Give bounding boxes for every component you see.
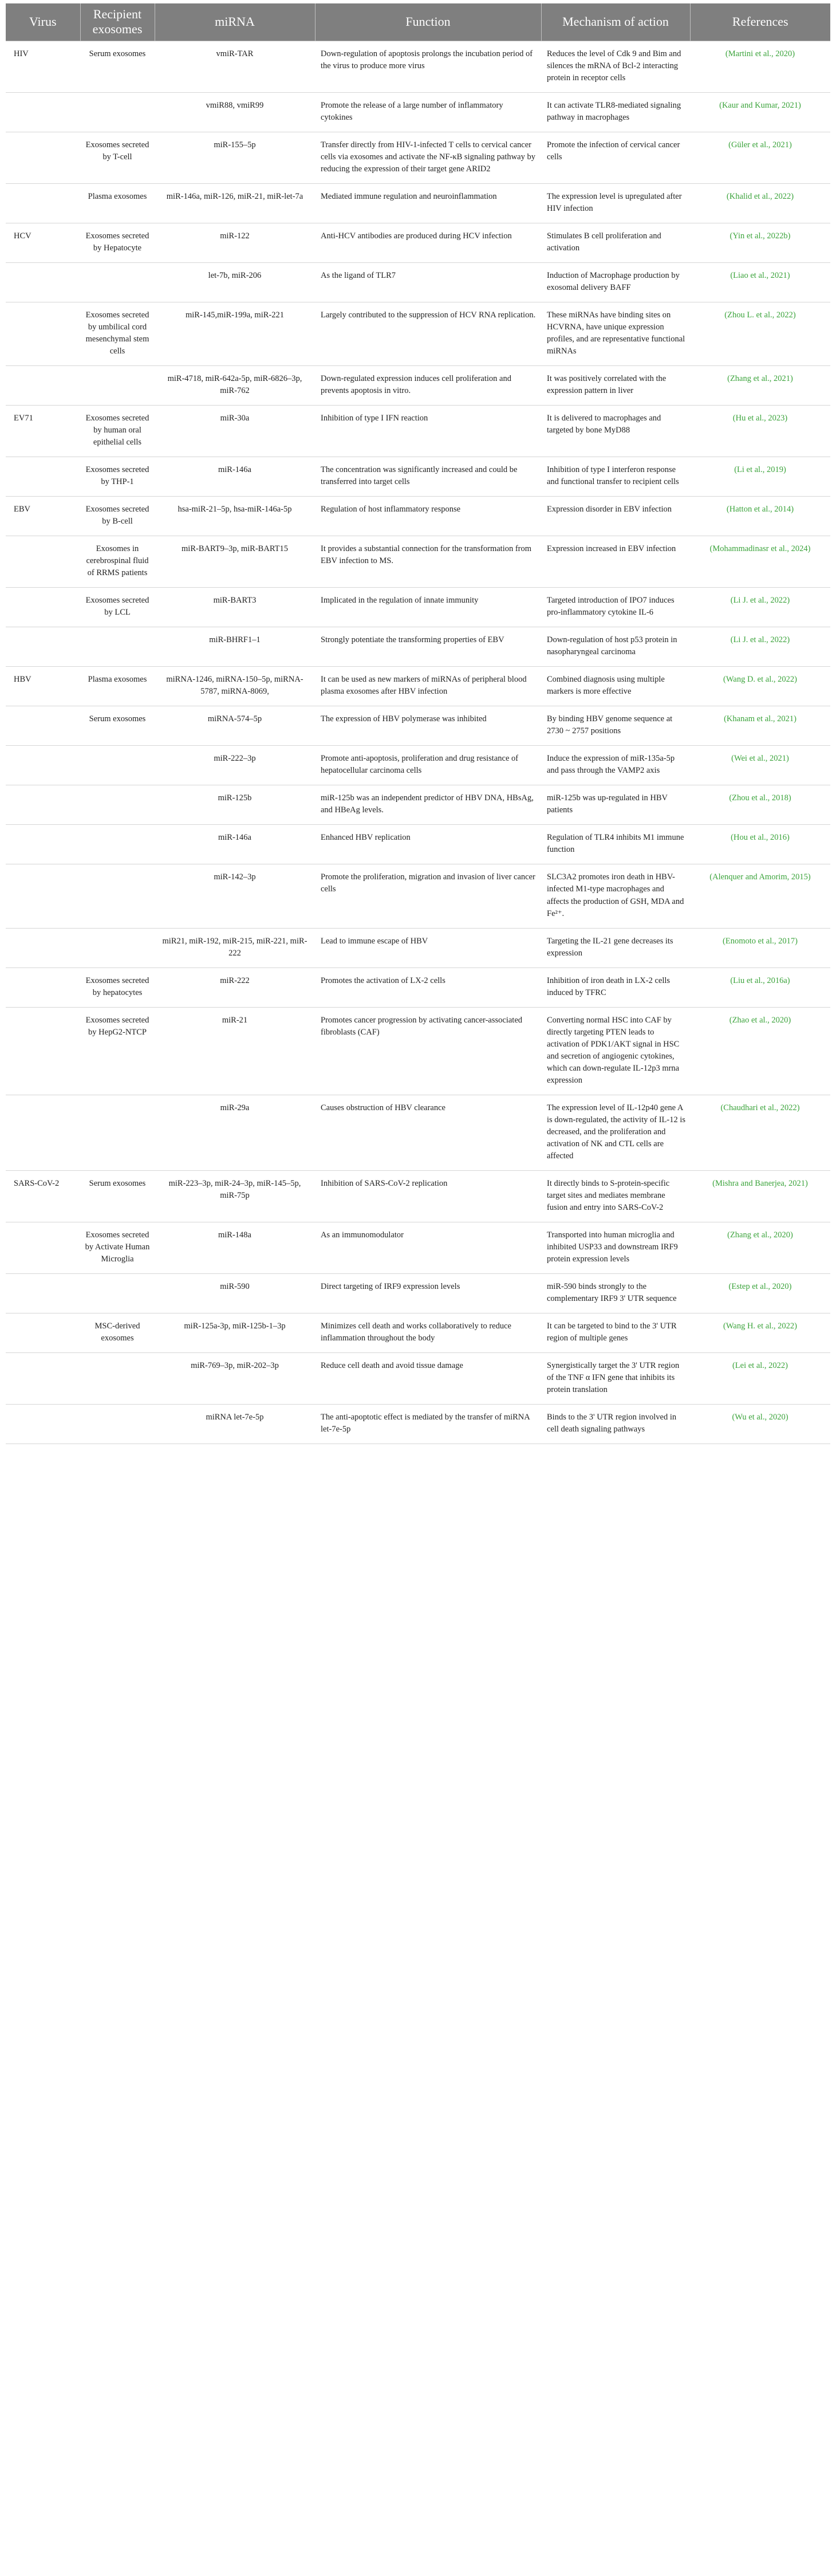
reference-cell[interactable]: (Mishra and Banerjea, 2021) <box>690 1170 830 1222</box>
table-row <box>6 968 830 1007</box>
mechanism-cell: SLC3A2 promotes iron death in HBV-infected M1-type macrophages and affects the production of GSH, MDA and Fe²⁺. <box>541 864 690 928</box>
virus-cell <box>6 366 80 406</box>
mechanism-cell: It can activate TLR8-mediated signaling pathway in macrophages <box>541 92 690 132</box>
function-cell: Down-regulated expression induces cell proliferation and prevents apoptosis in vitro. <box>315 366 541 406</box>
table-row <box>6 1222 830 1273</box>
virus-cell <box>6 1313 80 1352</box>
function-cell: Direct targeting of IRF9 expression levels <box>315 1273 541 1313</box>
virus-cell: HCV <box>6 223 80 262</box>
virus-cell <box>6 588 80 627</box>
mechanism-cell: Regulation of TLR4 inhibits M1 immune function <box>541 825 690 864</box>
virus-cell <box>6 262 80 302</box>
recipient-cell <box>80 928 155 968</box>
table-row <box>6 928 830 968</box>
mechanism-cell: It directly binds to S-protein-specific target sites and mediates membrane fusion and entry into SARS-CoV-2 <box>541 1170 690 1222</box>
virus-cell <box>6 457 80 497</box>
recipient-cell: MSC-derived exosomes <box>80 1313 155 1352</box>
reference-cell[interactable]: (Liao et al., 2021) <box>690 262 830 302</box>
table-row <box>6 785 830 825</box>
table-row <box>6 536 830 588</box>
recipient-cell: Serum exosomes <box>80 41 155 92</box>
virus-cell: EV71 <box>6 406 80 457</box>
mirna-cell: miR-769–3p, miR-202–3p <box>155 1352 315 1404</box>
recipient-cell <box>80 785 155 825</box>
mechanism-cell: Promote the infection of cervical cancer cells <box>541 132 690 183</box>
virus-cell <box>6 746 80 785</box>
reference-cell[interactable]: (Mohammadinasr et al., 2024) <box>690 536 830 588</box>
mirna-cell: miR-148a <box>155 1222 315 1273</box>
recipient-cell: Exosomes secreted by umbilical cord mesenchymal stem cells <box>80 302 155 366</box>
mirna-cell: miRNA let-7e-5p <box>155 1404 315 1444</box>
table-row <box>6 132 830 183</box>
function-cell: Mediated immune regulation and neuroinflammation <box>315 183 541 223</box>
mirna-cell: miR-155–5p <box>155 132 315 183</box>
header-virus: Virus <box>6 3 80 41</box>
mirna-cell: miR-146a <box>155 825 315 864</box>
table-row <box>6 588 830 627</box>
reference-cell[interactable]: (Wei et al., 2021) <box>690 746 830 785</box>
reference-cell[interactable]: (Yin et al., 2022b) <box>690 223 830 262</box>
header-row <box>6 3 830 41</box>
mechanism-cell: It can be targeted to bind to the 3' UTR region of multiple genes <box>541 1313 690 1352</box>
virus-cell <box>6 1273 80 1313</box>
mechanism-cell: It is delivered to macrophages and targeted by bone MyD88 <box>541 406 690 457</box>
virus-cell <box>6 627 80 667</box>
table-row <box>6 92 830 132</box>
recipient-cell: Serum exosomes <box>80 1170 155 1222</box>
mechanism-cell: Transported into human microglia and inhibited USP33 and downstream IRF9 protein expression levels <box>541 1222 690 1273</box>
function-cell: miR-125b was an independent predictor of HBV DNA, HBsAg, and HBeAg levels. <box>315 785 541 825</box>
function-cell: Promote anti-apoptosis, proliferation and drug resistance of hepatocellular carcinoma cells <box>315 746 541 785</box>
reference-cell[interactable]: (Hatton et al., 2014) <box>690 497 830 536</box>
reference-cell[interactable]: (Enomoto et al., 2017) <box>690 928 830 968</box>
function-cell: Inhibition of SARS-CoV-2 replication <box>315 1170 541 1222</box>
virus-cell <box>6 536 80 588</box>
mirna-cell: miR-4718, miR-642a-5p, miR-6826–3p, miR-762 <box>155 366 315 406</box>
reference-cell[interactable]: (Wang D. et al., 2022) <box>690 667 830 706</box>
reference-cell[interactable]: (Zhang et al., 2021) <box>690 366 830 406</box>
recipient-cell <box>80 1273 155 1313</box>
table-row <box>6 1095 830 1170</box>
reference-cell[interactable]: (Estep et al., 2020) <box>690 1273 830 1313</box>
function-cell: Minimizes cell death and works collaboratively to reduce inflammation throughout the body <box>315 1313 541 1352</box>
reference-cell[interactable]: (Li et al., 2019) <box>690 457 830 497</box>
recipient-cell: Serum exosomes <box>80 706 155 746</box>
function-cell: Enhanced HBV replication <box>315 825 541 864</box>
table-row <box>6 1273 830 1313</box>
mechanism-cell: miR-590 binds strongly to the complementary IRF9 3' UTR sequence <box>541 1273 690 1313</box>
recipient-cell: Exosomes secreted by THP-1 <box>80 457 155 497</box>
virus-cell <box>6 1007 80 1095</box>
mirna-cell: miR21, miR-192, miR-215, miR-221, miR-222 <box>155 928 315 968</box>
function-cell: Causes obstruction of HBV clearance <box>315 1095 541 1170</box>
function-cell: Promote the release of a large number of inflammatory cytokines <box>315 92 541 132</box>
mirna-cell: miR-125a-3p, miR-125b-1–3p <box>155 1313 315 1352</box>
mechanism-cell: Targeted introduction of IPO7 induces pro-inflammatory cytokine IL-6 <box>541 588 690 627</box>
mechanism-cell: Induction of Macrophage production by exosomal delivery BAFF <box>541 262 690 302</box>
function-cell: The anti-apoptotic effect is mediated by the transfer of miRNA let-7e-5p <box>315 1404 541 1444</box>
mirna-cell: miR-BART3 <box>155 588 315 627</box>
table-row <box>6 864 830 928</box>
reference-cell[interactable]: (Güler et al., 2021) <box>690 132 830 183</box>
mechanism-cell: Combined diagnosis using multiple markers is more effective <box>541 667 690 706</box>
function-cell: Anti-HCV antibodies are produced during HCV infection <box>315 223 541 262</box>
recipient-cell <box>80 262 155 302</box>
exosome-mirna-table <box>6 3 830 1444</box>
mechanism-cell: Expression disorder in EBV infection <box>541 497 690 536</box>
mirna-cell: miR-30a <box>155 406 315 457</box>
virus-cell <box>6 1404 80 1444</box>
function-cell: Promotes cancer progression by activating cancer-associated fibroblasts (CAF) <box>315 1007 541 1095</box>
table-row <box>6 746 830 785</box>
table-row <box>6 825 830 864</box>
reference-cell[interactable]: (Kaur and Kumar, 2021) <box>690 92 830 132</box>
function-cell: The expression of HBV polymerase was inhibited <box>315 706 541 746</box>
function-cell: Lead to immune escape of HBV <box>315 928 541 968</box>
mirna-cell: miR-145,miR-199a, miR-221 <box>155 302 315 366</box>
mirna-cell: miR-BHRF1–1 <box>155 627 315 667</box>
mirna-cell: vmiR-TAR <box>155 41 315 92</box>
reference-cell[interactable]: (Hou et al., 2016) <box>690 825 830 864</box>
header-mirna: miRNA <box>155 3 315 41</box>
reference-cell[interactable]: (Liu et al., 2016a) <box>690 968 830 1007</box>
virus-cell <box>6 785 80 825</box>
function-cell: Reduce cell death and avoid tissue damage <box>315 1352 541 1404</box>
virus-cell <box>6 132 80 183</box>
mirna-cell: miR-223–3p, miR-24–3p, miR-145–5p, miR-75p <box>155 1170 315 1222</box>
reference-cell[interactable]: (Lei et al., 2022) <box>690 1352 830 1404</box>
mechanism-cell: It was positively correlated with the expression pattern in liver <box>541 366 690 406</box>
virus-cell <box>6 302 80 366</box>
reference-cell[interactable]: (Zhou et al., 2018) <box>690 785 830 825</box>
mechanism-cell: Inhibition of iron death in LX-2 cells induced by TFRC <box>541 968 690 1007</box>
mirna-cell: let-7b, miR-206 <box>155 262 315 302</box>
virus-cell: HBV <box>6 667 80 706</box>
function-cell: Promotes the activation of LX-2 cells <box>315 968 541 1007</box>
virus-cell <box>6 968 80 1007</box>
virus-cell <box>6 183 80 223</box>
recipient-cell <box>80 864 155 928</box>
function-cell: As an immunomodulator <box>315 1222 541 1273</box>
mechanism-cell: These miRNAs have binding sites on HCVRNA, have unique expression profiles, and are representative functional miRNAs <box>541 302 690 366</box>
reference-cell[interactable]: (Zhao et al., 2020) <box>690 1007 830 1095</box>
function-cell: Strongly potentiate the transforming properties of EBV <box>315 627 541 667</box>
virus-cell: EBV <box>6 497 80 536</box>
virus-cell <box>6 706 80 746</box>
function-cell: As the ligand of TLR7 <box>315 262 541 302</box>
reference-cell[interactable]: (Li J. et al., 2022) <box>690 588 830 627</box>
table-row <box>6 1352 830 1404</box>
table-row <box>6 667 830 706</box>
header-references: References <box>690 3 830 41</box>
table-row <box>6 1404 830 1444</box>
recipient-cell <box>80 1352 155 1404</box>
recipient-cell: Exosomes secreted by HepG2-NTCP <box>80 1007 155 1095</box>
mirna-cell: vmiR88, vmiR99 <box>155 92 315 132</box>
recipient-cell: Exosomes secreted by B-cell <box>80 497 155 536</box>
mirna-cell: miRNA-1246, miRNA-150–5p, miRNA-5787, miRNA-8069, <box>155 667 315 706</box>
reference-cell[interactable]: (Wang H. et al., 2022) <box>690 1313 830 1352</box>
recipient-cell: Plasma exosomes <box>80 667 155 706</box>
reference-cell[interactable]: (Alenquer and Amorim, 2015) <box>690 864 830 928</box>
mirna-cell: miR-29a <box>155 1095 315 1170</box>
reference-cell[interactable]: (Martini et al., 2020) <box>690 41 830 92</box>
function-cell: It can be used as new markers of miRNAs of peripheral blood plasma exosomes after HBV infection <box>315 667 541 706</box>
virus-cell <box>6 928 80 968</box>
mechanism-cell: Binds to the 3' UTR region involved in cell death signaling pathways <box>541 1404 690 1444</box>
virus-cell <box>6 825 80 864</box>
function-cell: Implicated in the regulation of innate immunity <box>315 588 541 627</box>
table-body <box>6 41 830 1444</box>
recipient-cell: Exosomes secreted by LCL <box>80 588 155 627</box>
virus-cell: SARS-CoV-2 <box>6 1170 80 1222</box>
table-row <box>6 41 830 92</box>
reference-cell[interactable]: (Khalid et al., 2022) <box>690 183 830 223</box>
virus-cell <box>6 1352 80 1404</box>
recipient-cell <box>80 92 155 132</box>
reference-cell[interactable]: (Zhang et al., 2020) <box>690 1222 830 1273</box>
virus-cell <box>6 92 80 132</box>
table-row <box>6 366 830 406</box>
mechanism-cell: Down-regulation of host p53 protein in nasopharyngeal carcinoma <box>541 627 690 667</box>
recipient-cell: Exosomes secreted by Hepatocyte <box>80 223 155 262</box>
function-cell: Promote the proliferation, migration and invasion of liver cancer cells <box>315 864 541 928</box>
table-row <box>6 1313 830 1352</box>
table-row <box>6 1170 830 1222</box>
function-cell: The concentration was significantly increased and could be transferred into target cells <box>315 457 541 497</box>
mechanism-cell: Expression increased in EBV infection <box>541 536 690 588</box>
mirna-cell: miR-222–3p <box>155 746 315 785</box>
table-row <box>6 497 830 536</box>
mechanism-cell: Induce the expression of miR-135a-5p and pass through the VAMP2 axis <box>541 746 690 785</box>
table-row <box>6 223 830 262</box>
reference-cell[interactable]: (Li J. et al., 2022) <box>690 627 830 667</box>
recipient-cell <box>80 1095 155 1170</box>
table-row <box>6 706 830 746</box>
function-cell: Down-regulation of apoptosis prolongs the incubation period of the virus to produce more virus <box>315 41 541 92</box>
table-row <box>6 1007 830 1095</box>
mirna-cell: miR-BART9–3p, miR-BART15 <box>155 536 315 588</box>
reference-cell[interactable]: (Wu et al., 2020) <box>690 1404 830 1444</box>
mechanism-cell: By binding HBV genome sequence at 2730 ~ 2757 positions <box>541 706 690 746</box>
reference-cell[interactable]: (Hu et al., 2023) <box>690 406 830 457</box>
recipient-cell: Plasma exosomes <box>80 183 155 223</box>
mirna-cell: miR-146a, miR-126, miR-21, miR-let-7a <box>155 183 315 223</box>
table-row <box>6 627 830 667</box>
header-function: Function <box>315 3 541 41</box>
mechanism-cell: Reduces the level of Cdk 9 and Bim and silences the mRNA of Bcl-2 interacting protein in receptor cells <box>541 41 690 92</box>
mirna-cell: miR-590 <box>155 1273 315 1313</box>
virus-cell <box>6 1222 80 1273</box>
table-row <box>6 183 830 223</box>
recipient-cell: Exosomes secreted by hepatocytes <box>80 968 155 1007</box>
recipient-cell <box>80 366 155 406</box>
recipient-cell <box>80 746 155 785</box>
function-cell: It provides a substantial connection for the transformation from EBV infection to MS. <box>315 536 541 588</box>
reference-cell[interactable]: (Zhou L. et al., 2022) <box>690 302 830 366</box>
mechanism-cell: Inhibition of type I interferon response and functional transfer to recipient cells <box>541 457 690 497</box>
reference-cell[interactable]: (Chaudhari et al., 2022) <box>690 1095 830 1170</box>
mirna-cell: miR-125b <box>155 785 315 825</box>
mirna-cell: hsa-miR-21–5p, hsa-miR-146a-5p <box>155 497 315 536</box>
function-cell: Transfer directly from HIV-1-infected T cells to cervical cancer cells via exosomes and activate the NF-κB signaling pathway by reducing the expression of their target gene ARID2 <box>315 132 541 183</box>
table-row <box>6 457 830 497</box>
virus-cell <box>6 1095 80 1170</box>
reference-cell[interactable]: (Khanam et al., 2021) <box>690 706 830 746</box>
mechanism-cell: miR-125b was up-regulated in HBV patients <box>541 785 690 825</box>
recipient-cell: Exosomes in cerebrospinal fluid of RRMS patients <box>80 536 155 588</box>
mechanism-cell: Stimulates B cell proliferation and activation <box>541 223 690 262</box>
virus-cell: HIV <box>6 41 80 92</box>
table-row <box>6 406 830 457</box>
mechanism-cell: Converting normal HSC into CAF by directly targeting PTEN leads to activation of PDK1/AKT signal in HSC and secretion of angiogenic cytokines, which can down-regulate IL-12p3 mrna expression <box>541 1007 690 1095</box>
mirna-cell: miR-142–3p <box>155 864 315 928</box>
function-cell: Largely contributed to the suppression of HCV RNA replication. <box>315 302 541 366</box>
recipient-cell: Exosomes secreted by Activate Human Microglia <box>80 1222 155 1273</box>
function-cell: Inhibition of type I IFN reaction <box>315 406 541 457</box>
table-row <box>6 302 830 366</box>
mirna-cell: miRNA-574–5p <box>155 706 315 746</box>
mirna-cell: miR-122 <box>155 223 315 262</box>
function-cell: Regulation of host inflammatory response <box>315 497 541 536</box>
mirna-cell: miR-21 <box>155 1007 315 1095</box>
header-mechanism: Mechanism of action <box>541 3 690 41</box>
table-row <box>6 262 830 302</box>
recipient-cell <box>80 825 155 864</box>
recipient-cell <box>80 627 155 667</box>
mechanism-cell: The expression level of IL-12p40 gene A is down-regulated, the activity of IL-12 is decreased, and the proliferation and activation of NK and CTL cells are affected <box>541 1095 690 1170</box>
mechanism-cell: Synergistically target the 3' UTR region of the TNF α IFN gene that inhibits its protein translation <box>541 1352 690 1404</box>
mechanism-cell: Targeting the IL-21 gene decreases its expression <box>541 928 690 968</box>
recipient-cell <box>80 1404 155 1444</box>
recipient-cell: Exosomes secreted by human oral epithelial cells <box>80 406 155 457</box>
mechanism-cell: The expression level is upregulated after HIV infection <box>541 183 690 223</box>
header-recipient: Recipient exosomes <box>80 3 155 41</box>
virus-cell <box>6 864 80 928</box>
mirna-cell: miR-222 <box>155 968 315 1007</box>
recipient-cell: Exosomes secreted by T-cell <box>80 132 155 183</box>
mirna-cell: miR-146a <box>155 457 315 497</box>
